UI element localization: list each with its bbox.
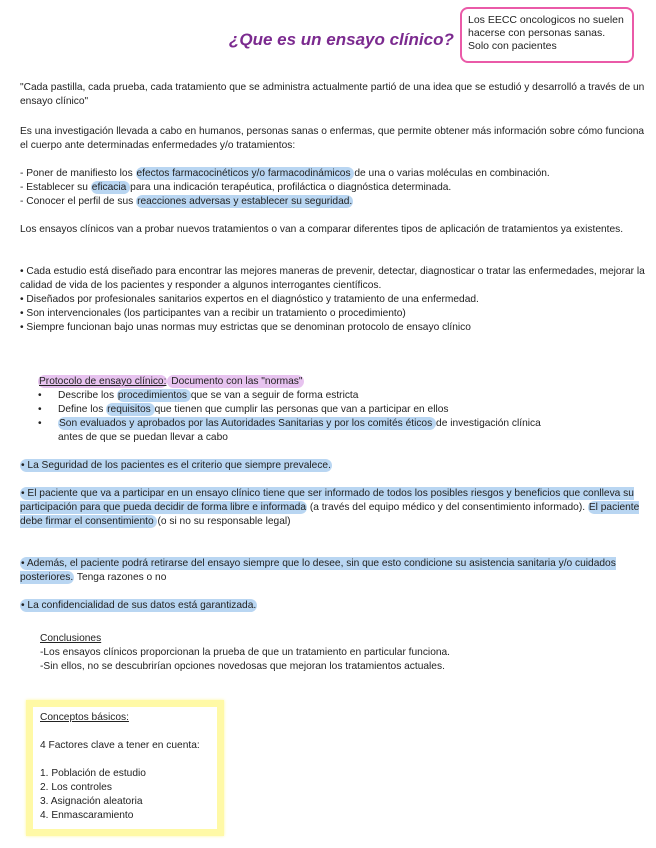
highlight: reacciones adversas y establecer su seguridad. xyxy=(137,196,353,207)
conclusion-1: -Los ensayos clínicos proporcionan la prueba de que un tratamiento en particular funciona. xyxy=(40,647,451,658)
basics-item-4: 4. Enmascaramiento xyxy=(40,810,134,821)
basics-item-2: 2. Los controles xyxy=(40,782,112,793)
sticky-note: Los EECC oncologicos no suelen hacerse con personas sanas. Solo con pacientes xyxy=(460,7,634,63)
protocol-item-2: Define los requisitos que tienen que cumplir las personas que van a participar en ellos xyxy=(58,404,449,415)
intro-paragraph: Es una investigación llevada a cabo en humanos, personas sanas o enfermas, que permite obtener más información sobre cómo funciona el cuerpo ante determinadas enfermedades y/o tratamientos: xyxy=(20,126,645,151)
goal-2: - Establecer su eficacia para una indicación terapéutica, profiláctica o diagnóstica determinada. xyxy=(20,182,452,193)
highlight: efectos farmacocinéticos y/o farmacodinámicos xyxy=(136,168,354,179)
quote-paragraph: "Cada pastilla, cada prueba, cada tratamiento que se administra actualmente partió de una idea que se estudió y desarrolló a través de un ensayo clínico" xyxy=(20,82,645,107)
bullet-4: • Siempre funcionan bajo unas normas muy estrictas que se denominan protocolo de ensayo clínico xyxy=(20,322,471,333)
conclusion-2: -Sin ellos, no se descubrirían opciones novedosas que mejoran los tratamientos actuales. xyxy=(40,661,445,672)
page-title: ¿Que es un ensayo clínico? xyxy=(229,30,454,49)
basics-heading: Conceptos básicos: xyxy=(40,712,129,723)
basics-item-3: 3. Asignación aleatoria xyxy=(40,796,143,807)
goal-1: - Poner de manifiesto los efectos farmacocinéticos y/o farmacodinámicos de una o varias moléculas en combinación. xyxy=(20,168,550,179)
bullet-1: • Cada estudio está diseñado para encontrar las mejores maneras de prevenir, detectar, diagnosticar o tratar las enfermedades, mejorar la calidad de vida de los pacientes y responder a algunos interrogantes científicos. xyxy=(20,266,645,291)
bullet-3: • Son intervencionales (los participantes van a recibir un tratamiento o procedimiento) xyxy=(20,308,406,319)
basics-intro: 4 Factores clave a tener en cuenta: xyxy=(40,740,200,751)
highlight: eficacia xyxy=(91,182,130,193)
protocol-heading: Protocolo de ensayo clínico: Documento con las "normas" xyxy=(39,376,303,387)
protocol-item-1: Describe los procedimientos que se van a seguir de forma estricta xyxy=(58,390,359,401)
goal-3: - Conocer el perfil de sus reacciones adversas y establecer su seguridad. xyxy=(20,196,353,207)
bullet-2: • Diseñados por profesionales sanitarios expertos en el diagnóstico y tratamiento de una enfermedad. xyxy=(20,294,479,305)
conclusions-heading: Conclusiones xyxy=(40,633,102,644)
safety-line: • La Seguridad de los pacientes es el criterio que siempre prevalece. xyxy=(21,460,331,471)
document-page: ¿Que es un ensayo clínico? Los EECC oncologicos no suelen hacerse con personas sanas. Solo con pacientes "Cada pastilla, cada prueba, cada tratamiento que se administra actualmente partió de una idea que se estudió y desarrolló a través de un ensayo clínico" Es una investigación llevada a cabo en humanos, personas sanas o enfermas, que permite obtener más información sobre cómo funciona el cuerpo ante determinadas enfermedades y/o tratamientos: - Poner de manifiesto los efectos farmacocinéticos y/o farmacodinámicos de una o varias moléculas en combinación. - Establecer su eficacia para una indicación terapéutica, profiláctica o diagnóstica determinada. - Conocer el perfil de sus reacciones adversas y establecer su seguridad. Los ensayos clínicos van a probar nuevos tratamientos o van a comparar diferentes tipos de aplicación de tratamientos ya existentes. • Cada estudio está diseñado para encontrar las mejores maneras de prevenir, detectar, diagnosticar o tratar las enfermedades, mejorar la calidad de vida de los pacientes y responder a algunos interrogantes científicos. • Diseñados por profesionales sanitarios expertos en el diagnóstico y tratamiento de una enfermedad. • Son intervencionales (los participantes van a recibir un tratamiento o procedimiento) • Siempre funcionan bajo unas normas muy estrictas que se denominan protocolo de ensayo clínico Protocolo de ensayo clínico: Documento con las "normas" • Describe los procedimientos que se van a seguir de forma estricta • Define los requisitos que tienen que cumplir las personas que van a participar en ellos • Son evaluados y aprobados por las Autoridades Sanitarias y por los comités éticos de investigación clínica antes de que se puedan llevar a cabo • La Seguridad de los pacientes es el criterio que siempre prevalece. • El paciente que va a participar en un ensayo clínico tiene que ser informado de todos los posibles riesgos y beneficios que conlleva su participación para que pueda decidir de forma libre e informada (a través del equipo médico y del consentimiento informado). El paciente debe firmar el consentimiento (o si no su responsable legal) • Además, el paciente podrá retirarse del ensayo siempre que lo desee, sin que esto condicione su asistencia sanitaria y/o cuidados posteriores. Tenga razones o no • La confidencialidad de sus datos está garantizada. Conclusiones -Los ensayos clínicos proporcionan la prueba de que un tratamiento en particular funciona. -Sin ellos, no se descubrirían opciones novedosas que mejoran los tratamientos actuales. Conceptos básicos: 4 Factores clave a tener en cuenta: 1. Población de estudio 2. Los controles 3. Asignación aleatoria 4. Enmascaramiento xyxy=(0,0,656,848)
basics-item-1: 1. Población de estudio xyxy=(40,768,146,779)
protocol-item-3-cont: antes de que se puedan llevar a cabo xyxy=(58,432,228,443)
informed-consent-paragraph: • El paciente que va a participar en un ensayo clínico tiene que ser informado de todos los posibles riesgos y beneficios que conlleva su participación para que pueda decidir de forma libre e informada (a través del equipo médico y del consentimiento informado). El paciente debe firmar el consentimiento (o si no su responsable legal) xyxy=(20,488,640,527)
protocol-item-3: Son evaluados y aprobados por las Autoridades Sanitarias y por los comités éticos de investigación clínica xyxy=(59,418,541,429)
confidentiality-line: • La confidencialidad de sus datos está garantizada. xyxy=(21,600,257,611)
withdraw-paragraph: • Además, el paciente podrá retirarse del ensayo siempre que lo desee, sin que esto condicione su asistencia sanitaria y/o cuidados posteriores. Tenga razones o no xyxy=(20,558,616,583)
protocol-term: Protocolo de ensayo clínico: xyxy=(39,376,167,387)
trials-paragraph: Los ensayos clínicos van a probar nuevos tratamientos o van a comparar diferentes tipos de aplicación de tratamientos ya existentes. xyxy=(20,224,624,235)
